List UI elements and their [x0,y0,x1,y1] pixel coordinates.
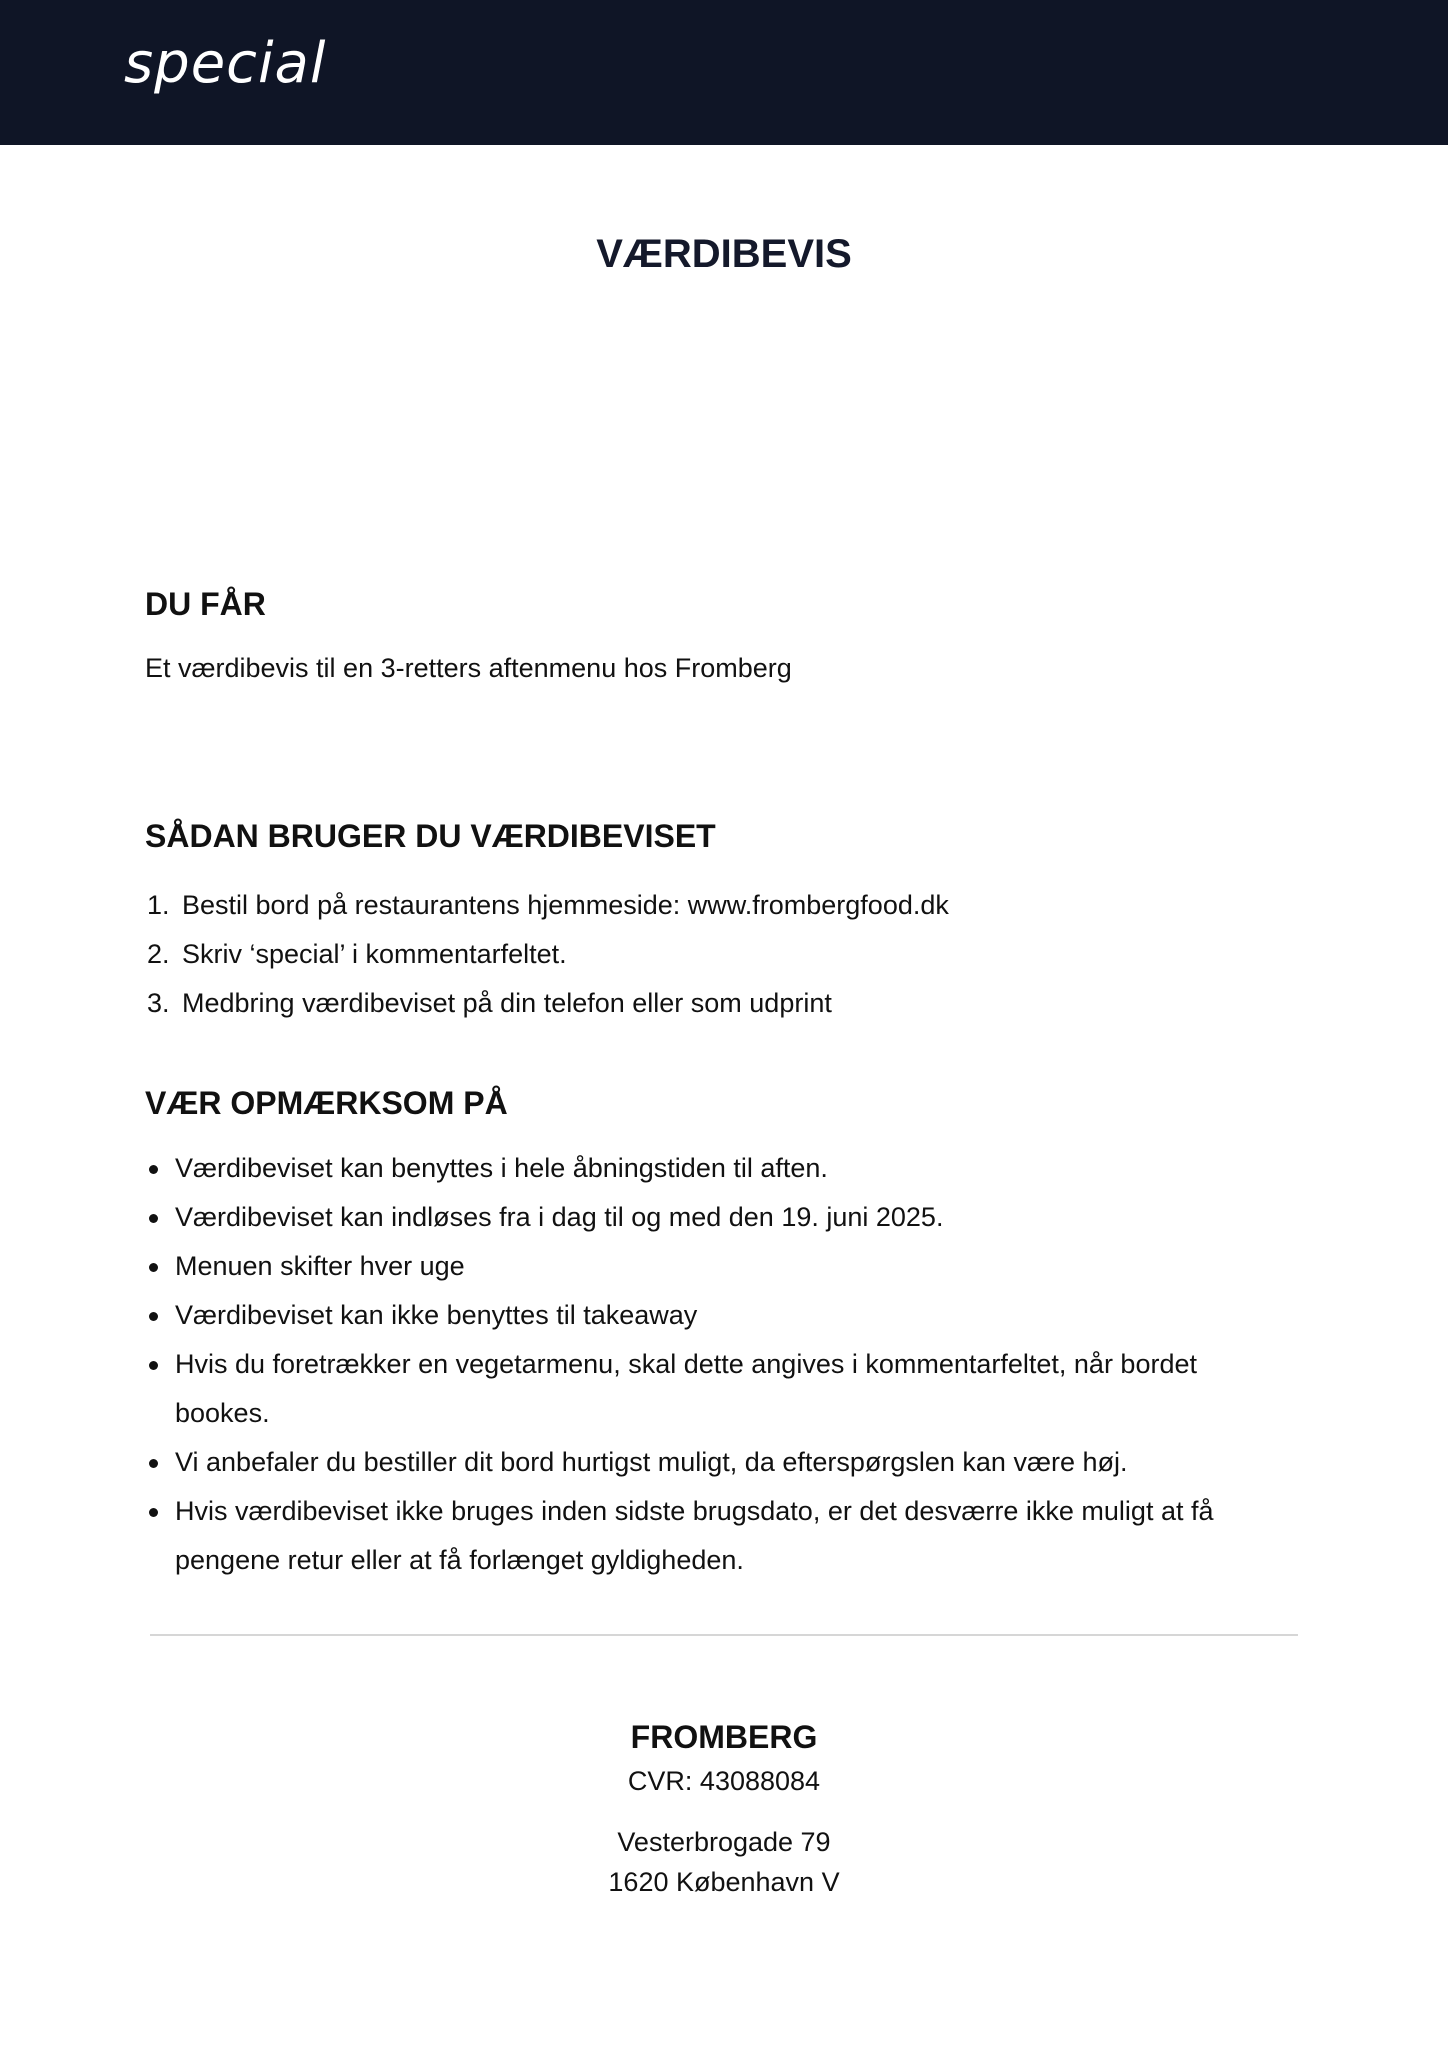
note-text: Hvis værdibeviset ikke bruges inden sidste brugsdato, er det desværre ikke muligt at få pengene retur eller at få forlænget gyldigheden. [175,1496,1214,1576]
note-item [145,1438,1285,1487]
note-item [145,1193,1285,1242]
company-name: FROMBERG [630,1719,818,1755]
step-text: Bestil bord på restaurantens hjemmeside: www.frombergfood.dk [182,890,949,921]
section-usage [145,817,1305,1028]
bullet-icon [149,1508,158,1517]
section-notes [145,1084,1305,1585]
note-item [145,1242,1285,1291]
section-du-faar [145,585,1305,686]
step-text: Skriv ‘special’ i kommentarfeltet. [182,939,567,970]
footer-divider [150,1634,1298,1636]
bullet-icon [149,1361,158,1370]
note-text: Værdibeviset kan indløses fra i dag til og med den 19. juni 2025. [175,1202,944,1233]
document-title: VÆRDIBEVIS [596,232,852,276]
note-text: Menuen skifter hver uge [175,1251,465,1282]
bullet-icon [149,1459,158,1468]
header-bar [0,0,1448,145]
note-item [145,1144,1285,1193]
usage-step [145,979,1305,1028]
note-item [145,1487,1285,1585]
note-text: Hvis du foretrækker en vegetarmenu, skal dette angives i kommentarfeltet, når bordet bookes. [175,1349,1197,1429]
section-text: Et værdibevis til en 3-retters aftenmenu hos Fromberg [145,653,792,684]
step-number: 2. [147,939,170,970]
notes-list [145,1144,1305,1585]
brand-logo: special [124,31,327,96]
step-text: Medbring værdibeviset på din telefon eller som udprint [182,988,832,1019]
bullet-icon [149,1165,158,1174]
usage-steps-list [145,881,1305,1028]
step-number: 3. [147,988,170,1019]
usage-step [145,930,1305,979]
bullet-icon [149,1263,158,1272]
note-text: Værdibeviset kan ikke benyttes til takeaway [175,1300,698,1331]
step-number: 1. [147,890,170,921]
footer [0,1718,1448,1902]
bullet-icon [149,1214,158,1223]
company-street: Vesterbrogade 79 [617,1827,831,1858]
section-heading: DU FÅR [145,586,266,622]
note-item [145,1291,1285,1340]
section-heading: SÅDAN BRUGER DU VÆRDIBEVISET [145,818,716,854]
note-text: Værdibeviset kan benyttes i hele åbningstiden til aften. [175,1153,828,1184]
company-city: 1620 København V [608,1867,840,1898]
section-heading: VÆR OPMÆRKSOM PÅ [145,1085,508,1121]
note-item [145,1340,1285,1438]
company-cvr: CVR: 43088084 [627,1766,821,1797]
usage-step [145,881,1305,930]
bullet-icon [149,1312,158,1321]
note-text: Vi anbefaler du bestiller dit bord hurtigst muligt, da efterspørgslen kan være høj. [175,1447,1128,1478]
